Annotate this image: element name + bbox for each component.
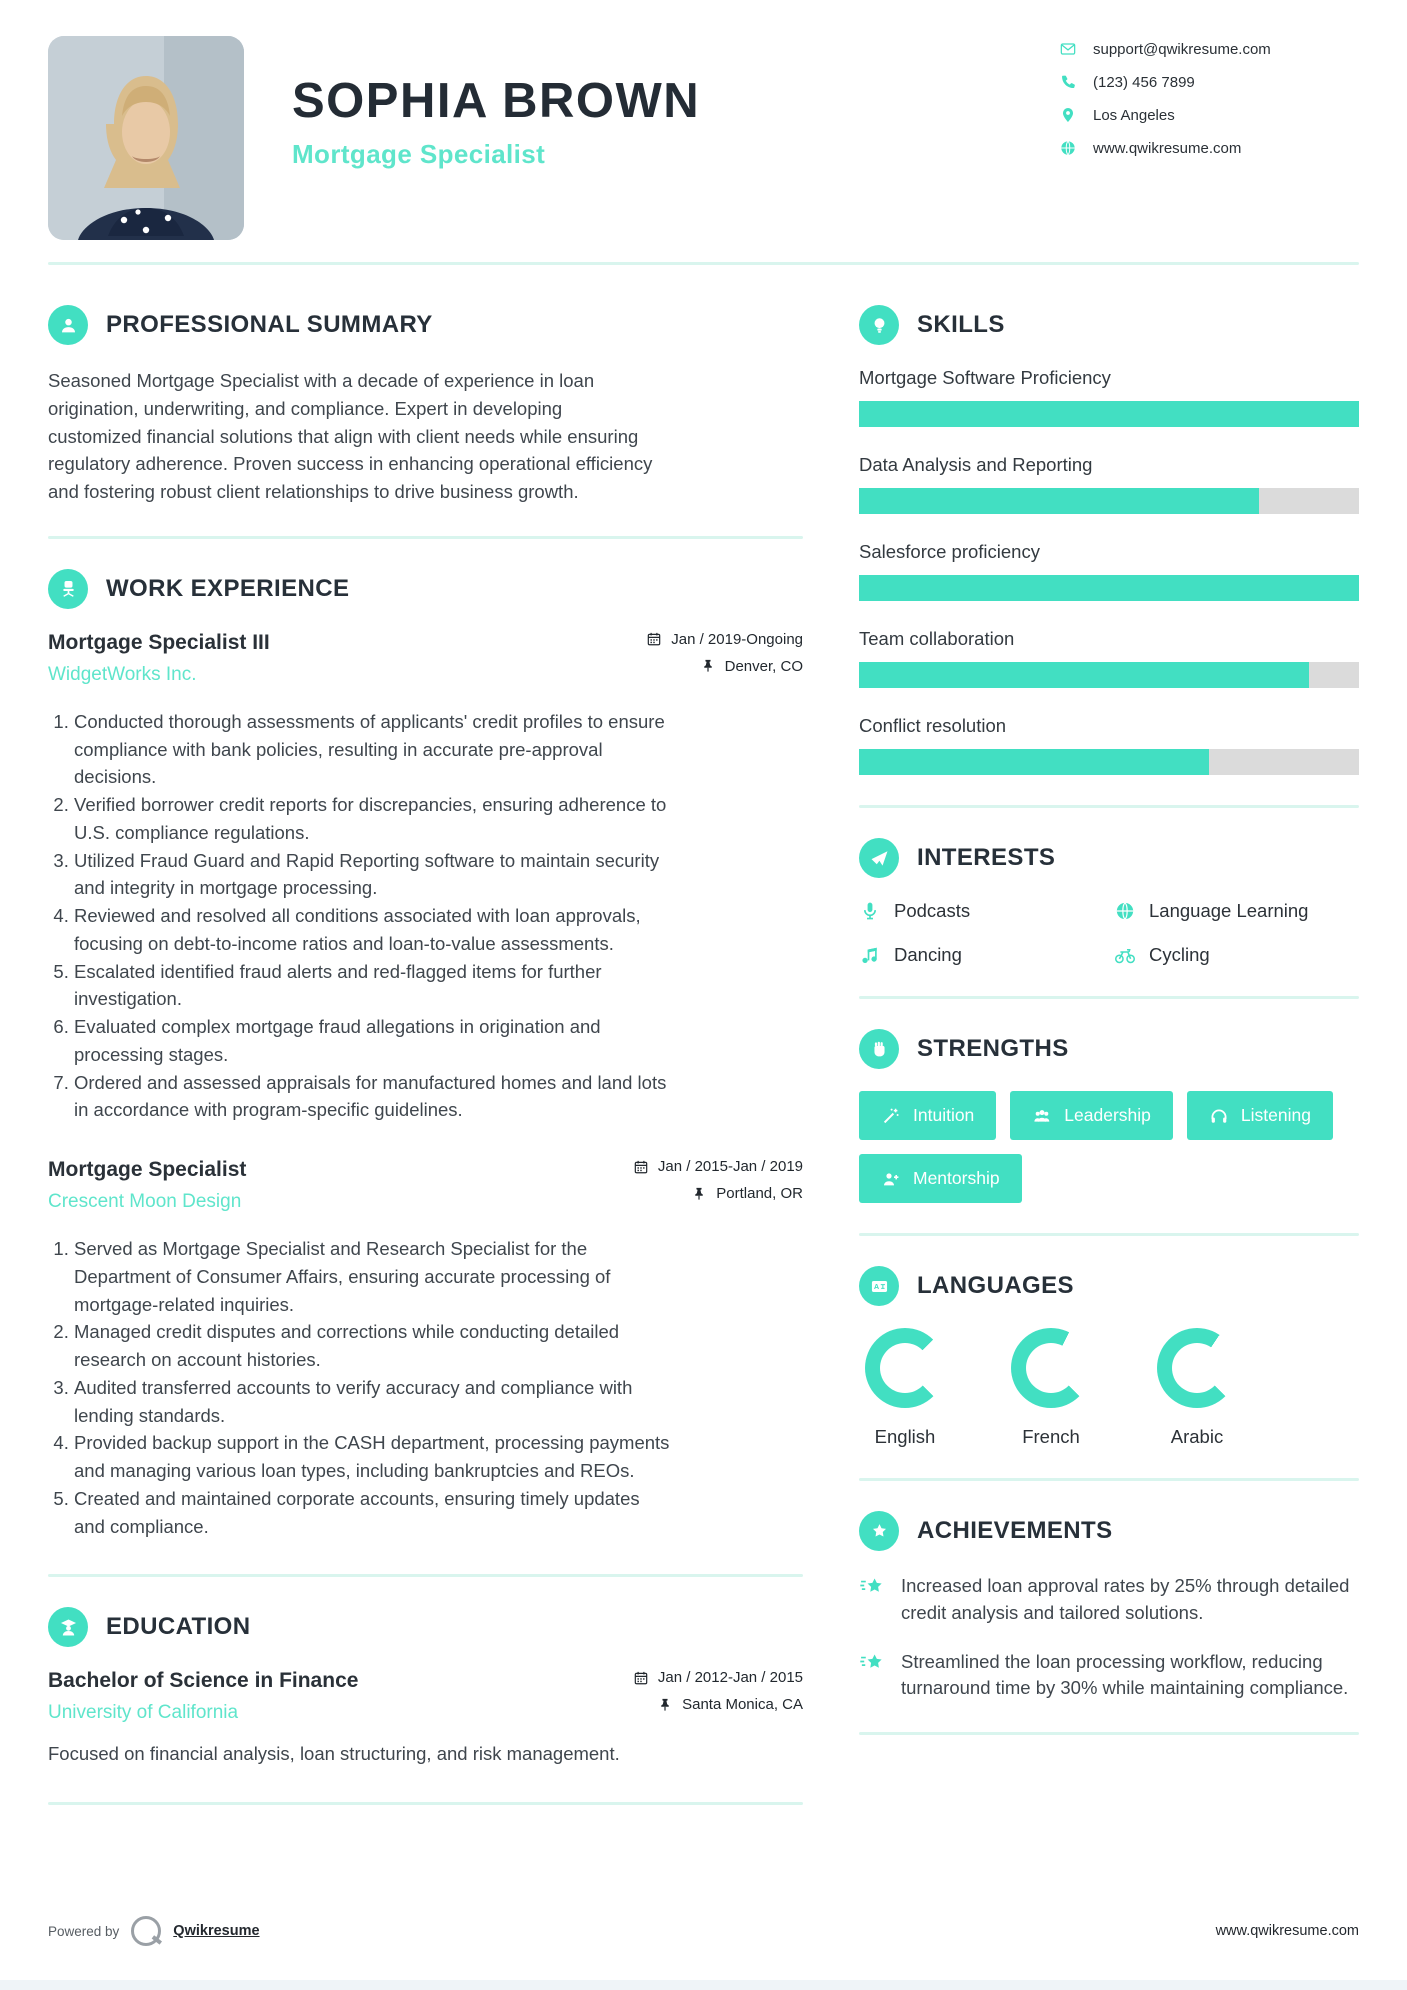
interest-item [859, 900, 1104, 922]
bicycle-icon [1114, 944, 1136, 966]
language-level-ring [865, 1328, 945, 1408]
contact-location: Los Angeles [1093, 106, 1175, 124]
contact-email: support@qwikresume.com [1093, 40, 1271, 58]
job-bullet-list [48, 1235, 673, 1540]
person-icon [48, 305, 88, 345]
skill-label: Team collaboration [859, 628, 1015, 649]
job-title: Mortgage Specialist III [48, 630, 270, 654]
pushpin-icon [700, 658, 716, 674]
languages-row [859, 1328, 1359, 1448]
experience-section-header [48, 569, 803, 609]
language-item [865, 1328, 945, 1448]
skill-bar [859, 401, 1359, 427]
powered-by-label: Powered by [48, 1923, 120, 1939]
skill-item [859, 367, 1359, 427]
job-meta [646, 631, 803, 685]
strength-label: Mentorship [913, 1168, 1000, 1188]
fist-icon [859, 1029, 899, 1069]
headphones-icon [1209, 1106, 1229, 1126]
strengths-pills [859, 1091, 1359, 1203]
footer-website: www.qwikresume.com [1215, 1923, 1359, 1939]
interest-label: Dancing [894, 944, 962, 965]
job-entry [48, 631, 803, 1124]
skill-item [859, 715, 1359, 775]
skill-bar-fill [859, 662, 1309, 688]
shooting-star-icon [859, 1573, 885, 1599]
contact-list [1059, 36, 1359, 172]
skill-bar-fill [859, 749, 1209, 775]
paper-plane-icon [859, 838, 899, 878]
interests-heading: INTERESTS [917, 844, 1056, 871]
divider [859, 1732, 1359, 1735]
strengths-heading: STRENGTHS [917, 1035, 1069, 1062]
skills-heading: SKILLS [917, 311, 1005, 338]
summary-heading: PROFESSIONAL SUMMARY [106, 311, 433, 338]
user-plus-icon [881, 1169, 901, 1189]
education-heading: EDUCATION [106, 1613, 251, 1641]
job-bullet: 5. Created and maintained corporate accounts, ensuring timely updates and compliance. [74, 1485, 673, 1541]
job-bullet: 5. Escalated identified fraud alerts and red-flagged items for further investigation. [74, 958, 673, 1014]
skill-label: Mortgage Software Proficiency [859, 367, 1111, 388]
language-label: Arabic [1170, 1426, 1224, 1447]
divider [859, 996, 1359, 999]
people-icon [1032, 1106, 1052, 1126]
interest-label: Cycling [1149, 944, 1210, 965]
office-chair-icon [48, 569, 88, 609]
summary-text: Seasoned Mortgage Specialist with a decade of experience in loan origination, underwriting, and compliance. Expert in developing customized financial solutions that align with client needs while ensuring regulatory adherence. Proven success in enhancing operational efficiency and fostering robust client relationships to drive business growth. [48, 370, 653, 502]
phone-icon [1059, 73, 1077, 91]
job-company: WidgetWorks Inc. [48, 663, 197, 685]
interest-label: Podcasts [894, 900, 971, 921]
calendar-icon [646, 631, 662, 647]
strength-label: Listening [1240, 1105, 1311, 1125]
interests-grid [859, 900, 1359, 966]
powered-by-block [48, 1916, 260, 1946]
language-item [1157, 1328, 1237, 1448]
language-level-ring [1157, 1328, 1237, 1408]
skill-bar-fill [859, 401, 1359, 427]
job-bullet: 2. Verified borrower credit reports for discrepancies, ensuring adherence to U.S. compliance regulations. [74, 791, 673, 847]
job-dates: Jan / 2019-Ongoing [671, 630, 803, 648]
job-bullet: 4. Provided backup support in the CASH department, processing payments and managing various loan types, including bankruptcies and REOs. [74, 1429, 673, 1485]
identity-block [292, 36, 1059, 170]
job-location: Portland, OR [716, 1185, 803, 1202]
wand-icon [881, 1106, 901, 1126]
pushpin-icon [657, 1697, 673, 1713]
contact-email-row [1059, 40, 1359, 58]
job-bullet: 7. Ordered and assessed appraisals for manufactured homes and land lots in accordance with program-specific guidelines. [74, 1069, 673, 1125]
interest-item [1114, 900, 1359, 922]
job-title: Mortgage Specialist [48, 1158, 247, 1181]
person-name: SOPHIA BROWN [292, 74, 701, 128]
contact-website-row [1059, 139, 1359, 157]
music-note-icon [859, 944, 881, 966]
interests-section-header [859, 838, 1359, 878]
interest-item [859, 944, 1104, 966]
job-bullet: 2. Managed credit disputes and corrections while conducting detailed research on account histories. [74, 1318, 673, 1374]
achievement-text: Increased loan approval rates by 25% through detailed credit analysis and tailored solutions. [901, 1575, 1350, 1623]
education-entry [48, 1669, 803, 1768]
microphone-icon [859, 900, 881, 922]
right-column [859, 305, 1359, 1835]
experience-heading: WORK EXPERIENCE [106, 574, 350, 602]
school: University of California [48, 1702, 239, 1724]
achievement-text: Streamlined the loan processing workflow, reducing turnaround time by 30% while maintaining compliance. [901, 1650, 1349, 1699]
divider [859, 805, 1359, 808]
strength-pill [1187, 1091, 1333, 1140]
profile-photo [48, 36, 244, 240]
achievement-item [859, 1649, 1359, 1703]
star-icon [859, 1511, 899, 1551]
contact-phone-row [1059, 73, 1359, 91]
skill-bar [859, 662, 1359, 688]
strength-pill [859, 1091, 996, 1140]
skill-item [859, 454, 1359, 514]
strength-label: Leadership [1064, 1105, 1151, 1125]
skill-item [859, 628, 1359, 688]
contact-location-row [1059, 106, 1359, 124]
degree: Bachelor of Science in Finance [48, 1669, 359, 1693]
interest-item [1114, 944, 1359, 966]
contact-phone: (123) 456 7899 [1093, 73, 1195, 91]
job-entry [48, 1158, 803, 1540]
shooting-star-icon [859, 1649, 885, 1675]
pushpin-icon [691, 1186, 707, 1202]
bottom-strip [0, 1980, 1407, 1990]
globe-icon [1114, 900, 1136, 922]
footer [48, 1916, 1359, 1946]
skill-bar [859, 488, 1359, 514]
strength-pill [859, 1154, 1022, 1203]
graduate-icon [48, 1607, 88, 1647]
education-dates: Jan / 2012-Jan / 2015 [657, 1669, 803, 1687]
portrait-illustration [48, 36, 244, 240]
envelope-icon [1059, 40, 1077, 58]
language-label: English [874, 1426, 936, 1447]
skill-bar [859, 749, 1359, 775]
skills-section-header [859, 305, 1359, 345]
skill-label: Salesforce proficiency [859, 541, 1040, 562]
achievements-section-header [859, 1511, 1359, 1551]
svg-text:A: A [873, 1281, 879, 1291]
main-content [0, 265, 1407, 1835]
globe-icon [1059, 139, 1077, 157]
achievement-item [859, 1573, 1359, 1627]
job-company: Crescent Moon Design [48, 1191, 242, 1212]
achievements-heading: ACHIEVEMENTS [917, 1517, 1113, 1544]
interest-label: Language Learning [1149, 900, 1309, 921]
summary-section-header [48, 305, 803, 345]
job-bullet: 6. Evaluated complex mortgage fraud allegations in origination and processing stages. [74, 1013, 673, 1069]
divider [859, 1233, 1359, 1236]
job-bullet: 3. Utilized Fraud Guard and Rapid Reporting software to maintain security and integrity in mortgage processing. [74, 847, 673, 903]
language-level-ring [1011, 1328, 1091, 1408]
map-pin-icon [1059, 106, 1077, 124]
divider [48, 536, 803, 539]
skill-bar [859, 575, 1359, 601]
calendar-icon [633, 1670, 649, 1686]
lightbulb-icon [859, 305, 899, 345]
skill-bar-fill [859, 488, 1259, 514]
job-location: Denver, CO [724, 657, 803, 675]
qwikresume-link[interactable]: Qwikresume [173, 1923, 260, 1939]
left-column [48, 305, 803, 1835]
divider [48, 1574, 803, 1577]
job-bullet: 3. Audited transferred accounts to verify accuracy and compliance with lending standards. [74, 1374, 673, 1430]
person-job-title: Mortgage Specialist [292, 139, 546, 170]
strengths-section-header [859, 1029, 1359, 1069]
education-section-header [48, 1607, 803, 1647]
strength-pill [1010, 1091, 1173, 1140]
skill-item [859, 541, 1359, 601]
job-meta [633, 1158, 803, 1212]
contact-website: www.qwikresume.com [1093, 139, 1242, 157]
strength-label: Intuition [913, 1105, 975, 1125]
qwikresume-logo-icon [131, 1916, 161, 1946]
job-bullet: 1. Served as Mortgage Specialist and Research Specialist for the Department of Consumer Affairs, ensuring accurate processing of mortgage-related inquiries. [74, 1235, 673, 1318]
skill-label: Conflict resolution [859, 715, 1007, 736]
language-card-icon [859, 1266, 899, 1306]
education-location: Santa Monica, CA [682, 1696, 803, 1714]
language-label: French [1022, 1426, 1080, 1447]
divider [48, 1802, 803, 1805]
skill-bar-fill [859, 575, 1359, 601]
languages-section-header [859, 1266, 1359, 1306]
education-meta [633, 1669, 803, 1723]
header [0, 0, 1407, 240]
education-description: Focused on financial analysis, loan structuring, and risk management. [48, 1743, 620, 1765]
languages-heading: LANGUAGES [917, 1272, 1074, 1299]
skill-label: Data Analysis and Reporting [859, 454, 1093, 475]
job-bullet: 1. Conducted thorough assessments of applicants' credit profiles to ensure compliance with bank policies, resulting in accurate pre-approval decisions. [74, 708, 673, 791]
calendar-icon [633, 1159, 649, 1175]
divider [859, 1478, 1359, 1481]
job-bullet-list [48, 708, 673, 1124]
job-dates: Jan / 2015-Jan / 2019 [657, 1158, 803, 1175]
job-bullet: 4. Reviewed and resolved all conditions associated with loan approvals, focusing on debt-to-income ratios and loan-to-value assessments. [74, 902, 673, 958]
language-item [1011, 1328, 1091, 1448]
